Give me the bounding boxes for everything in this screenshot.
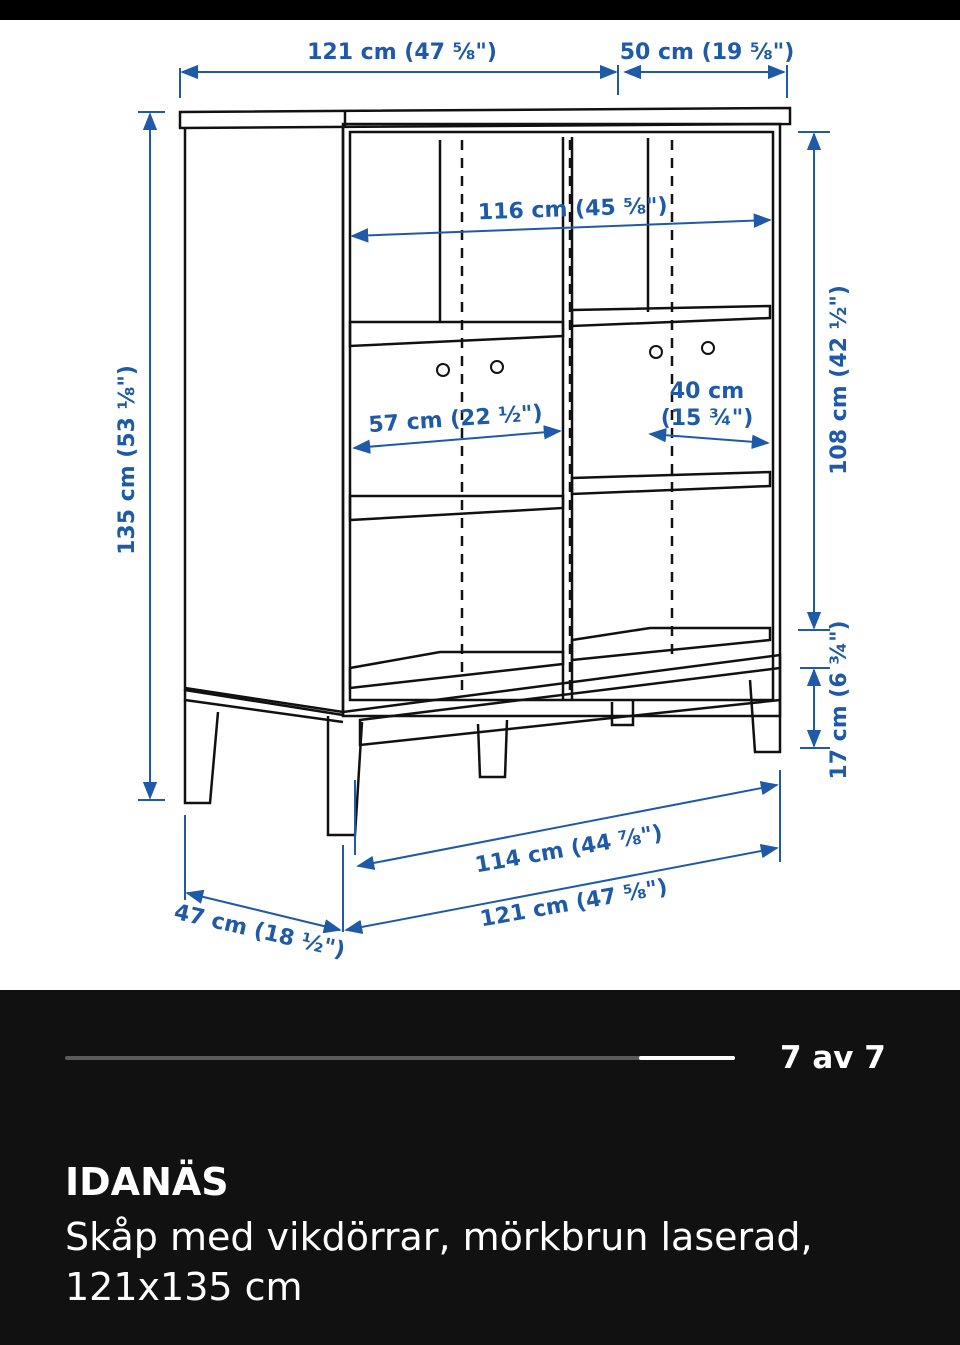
dim-compartment-depth-in: (15 ¾") [660,406,754,431]
dim-top-width: 121 cm (47 ⅝") [307,40,497,65]
gallery-counter: 7 av 7 [780,1040,886,1076]
dimension-lines [138,65,830,932]
top-status-strip [0,0,960,20]
gallery-progress-indicator [639,1056,735,1060]
dim-leg-height: 17 cm (6 ¾") [827,620,852,780]
dim-bottom-depth: 47 cm (18 ½") [171,899,348,964]
product-description: Skåp med vikdörrar, mörkbrun laserad, 121x135 cm [65,1215,813,1309]
dim-bottom-width: 121 cm (47 ⅝") [478,874,670,933]
gallery-progress-bar [65,1056,735,1060]
product-info-panel [0,990,960,1345]
dim-top-depth: 50 cm (19 ⅝") [619,40,795,65]
dim-inner-width: 116 cm (45 ⅝") [477,193,669,226]
product-title: IDANÄS [65,1160,229,1204]
product-dimension-image[interactable] [0,20,960,990]
dim-cabinet-height: 108 cm (42 ½") [827,285,852,475]
dim-compartment-depth-cm: 40 cm [669,379,745,404]
dim-base-width: 114 cm (44 ⅞") [473,820,665,879]
cabinet-dimension-drawing [0,20,960,990]
dim-compartment-width: 57 cm (22 ½") [367,400,544,439]
dim-total-height: 135 cm (53 ⅛") [115,365,140,555]
